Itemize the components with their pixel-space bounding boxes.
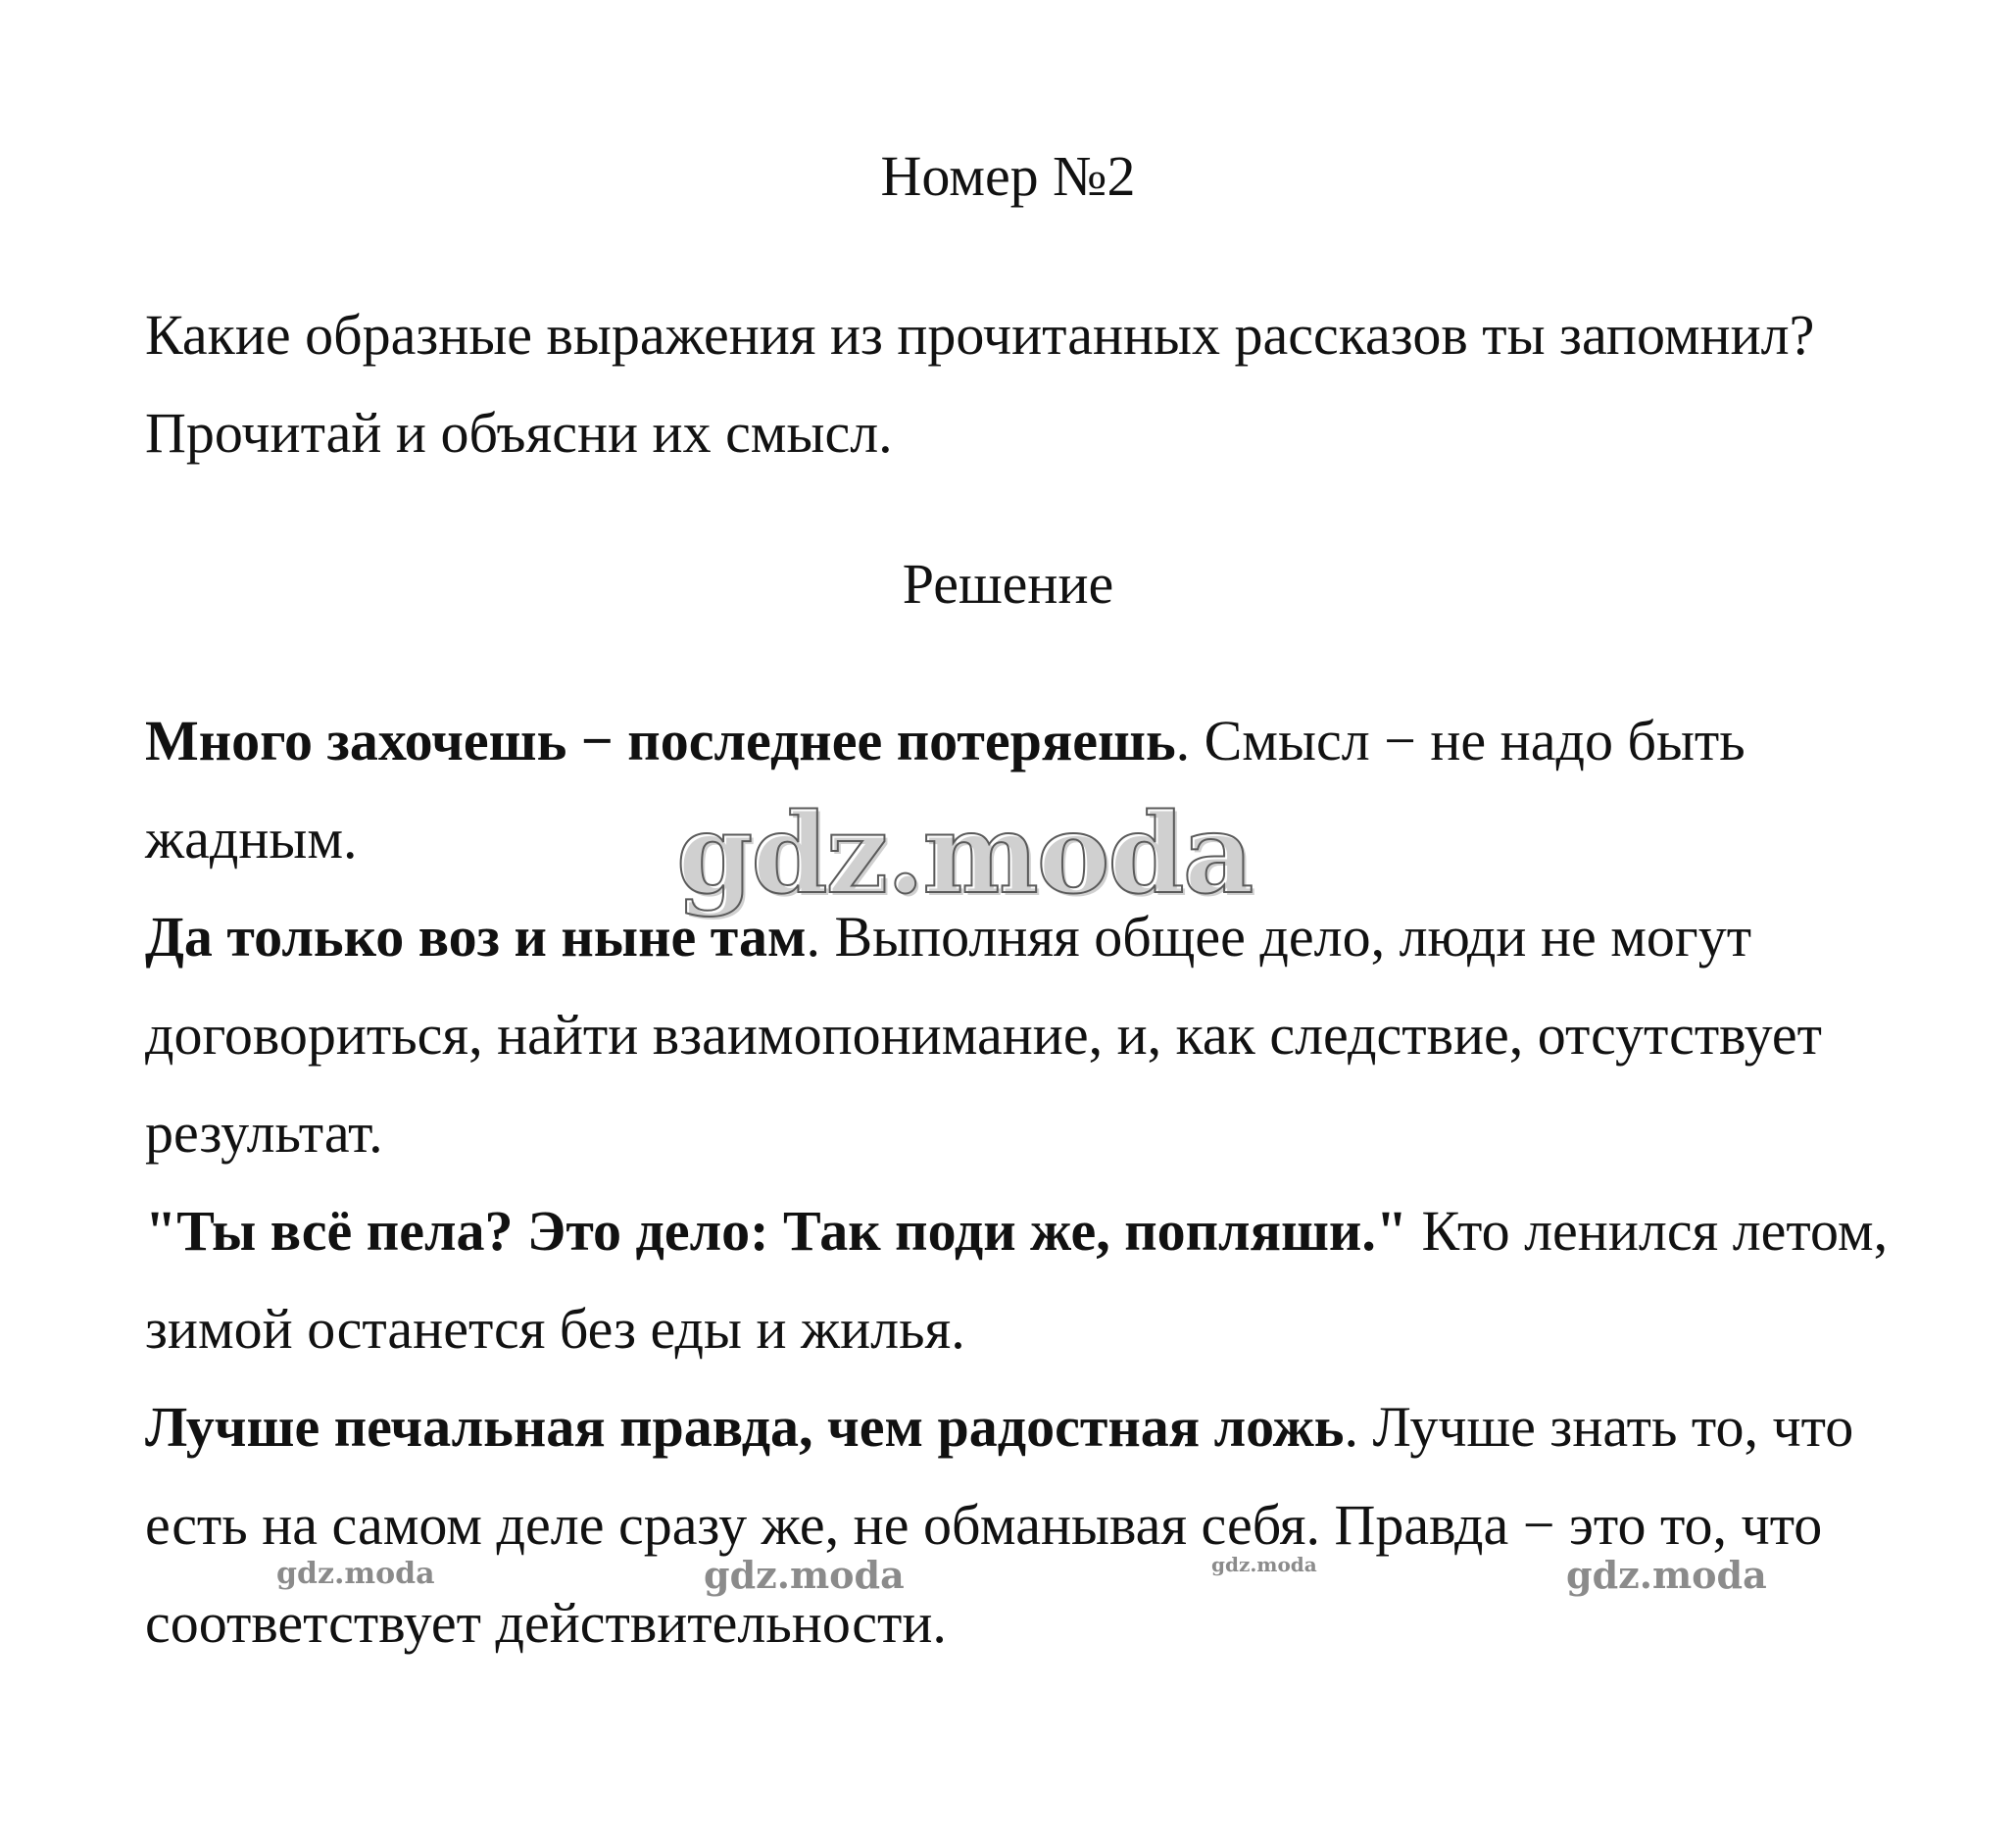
expression-explanation: . Лучше знать то, что есть на самом деле сразу же, не обманывая себя. Правда − это то, что соответствует действительности. xyxy=(145,1395,1854,1655)
solution-heading: Решение xyxy=(902,552,1114,616)
expression-explanation: Кто ленился летом, зимой останется без еды и жилья. xyxy=(145,1199,1889,1361)
watermark-main: gdz.moda xyxy=(676,790,1253,919)
expression-explanation: . Смысл − не надо быть жадным. xyxy=(145,709,1746,870)
expression-explanation: . Выполняя общее дело, люди не могут договориться, найти взаимопонимание, и, как следствие, отсутствует результат. xyxy=(145,905,1822,1165)
expression-phrase: Лучше печальная правда, чем радостная ложь xyxy=(145,1395,1345,1459)
task-text: Какие образные выражения из прочитанных рассказов ты запомнил? Прочитай и объясни их смысл. xyxy=(145,303,1815,465)
solution-item xyxy=(145,1182,1909,1378)
watermark-small: gdz.moda xyxy=(704,1553,905,1597)
watermark-small: gdz.moda xyxy=(1211,1553,1317,1576)
solution-list xyxy=(145,692,1909,1672)
watermark-small: gdz.moda xyxy=(1566,1553,1767,1597)
expression-phrase: Много захочешь − последнее потеряешь xyxy=(145,709,1176,772)
solution-item xyxy=(145,1378,1909,1672)
watermark-small: gdz.moda xyxy=(276,1557,435,1591)
expression-phrase: Да только воз и ныне там xyxy=(145,905,807,969)
exercise-number-heading: Номер №2 xyxy=(880,144,1136,208)
solution-item xyxy=(145,692,1909,888)
solution-item xyxy=(145,888,1909,1182)
expression-phrase: "Ты всё пела? Это дело: Так поди же, попляши." xyxy=(145,1199,1408,1263)
